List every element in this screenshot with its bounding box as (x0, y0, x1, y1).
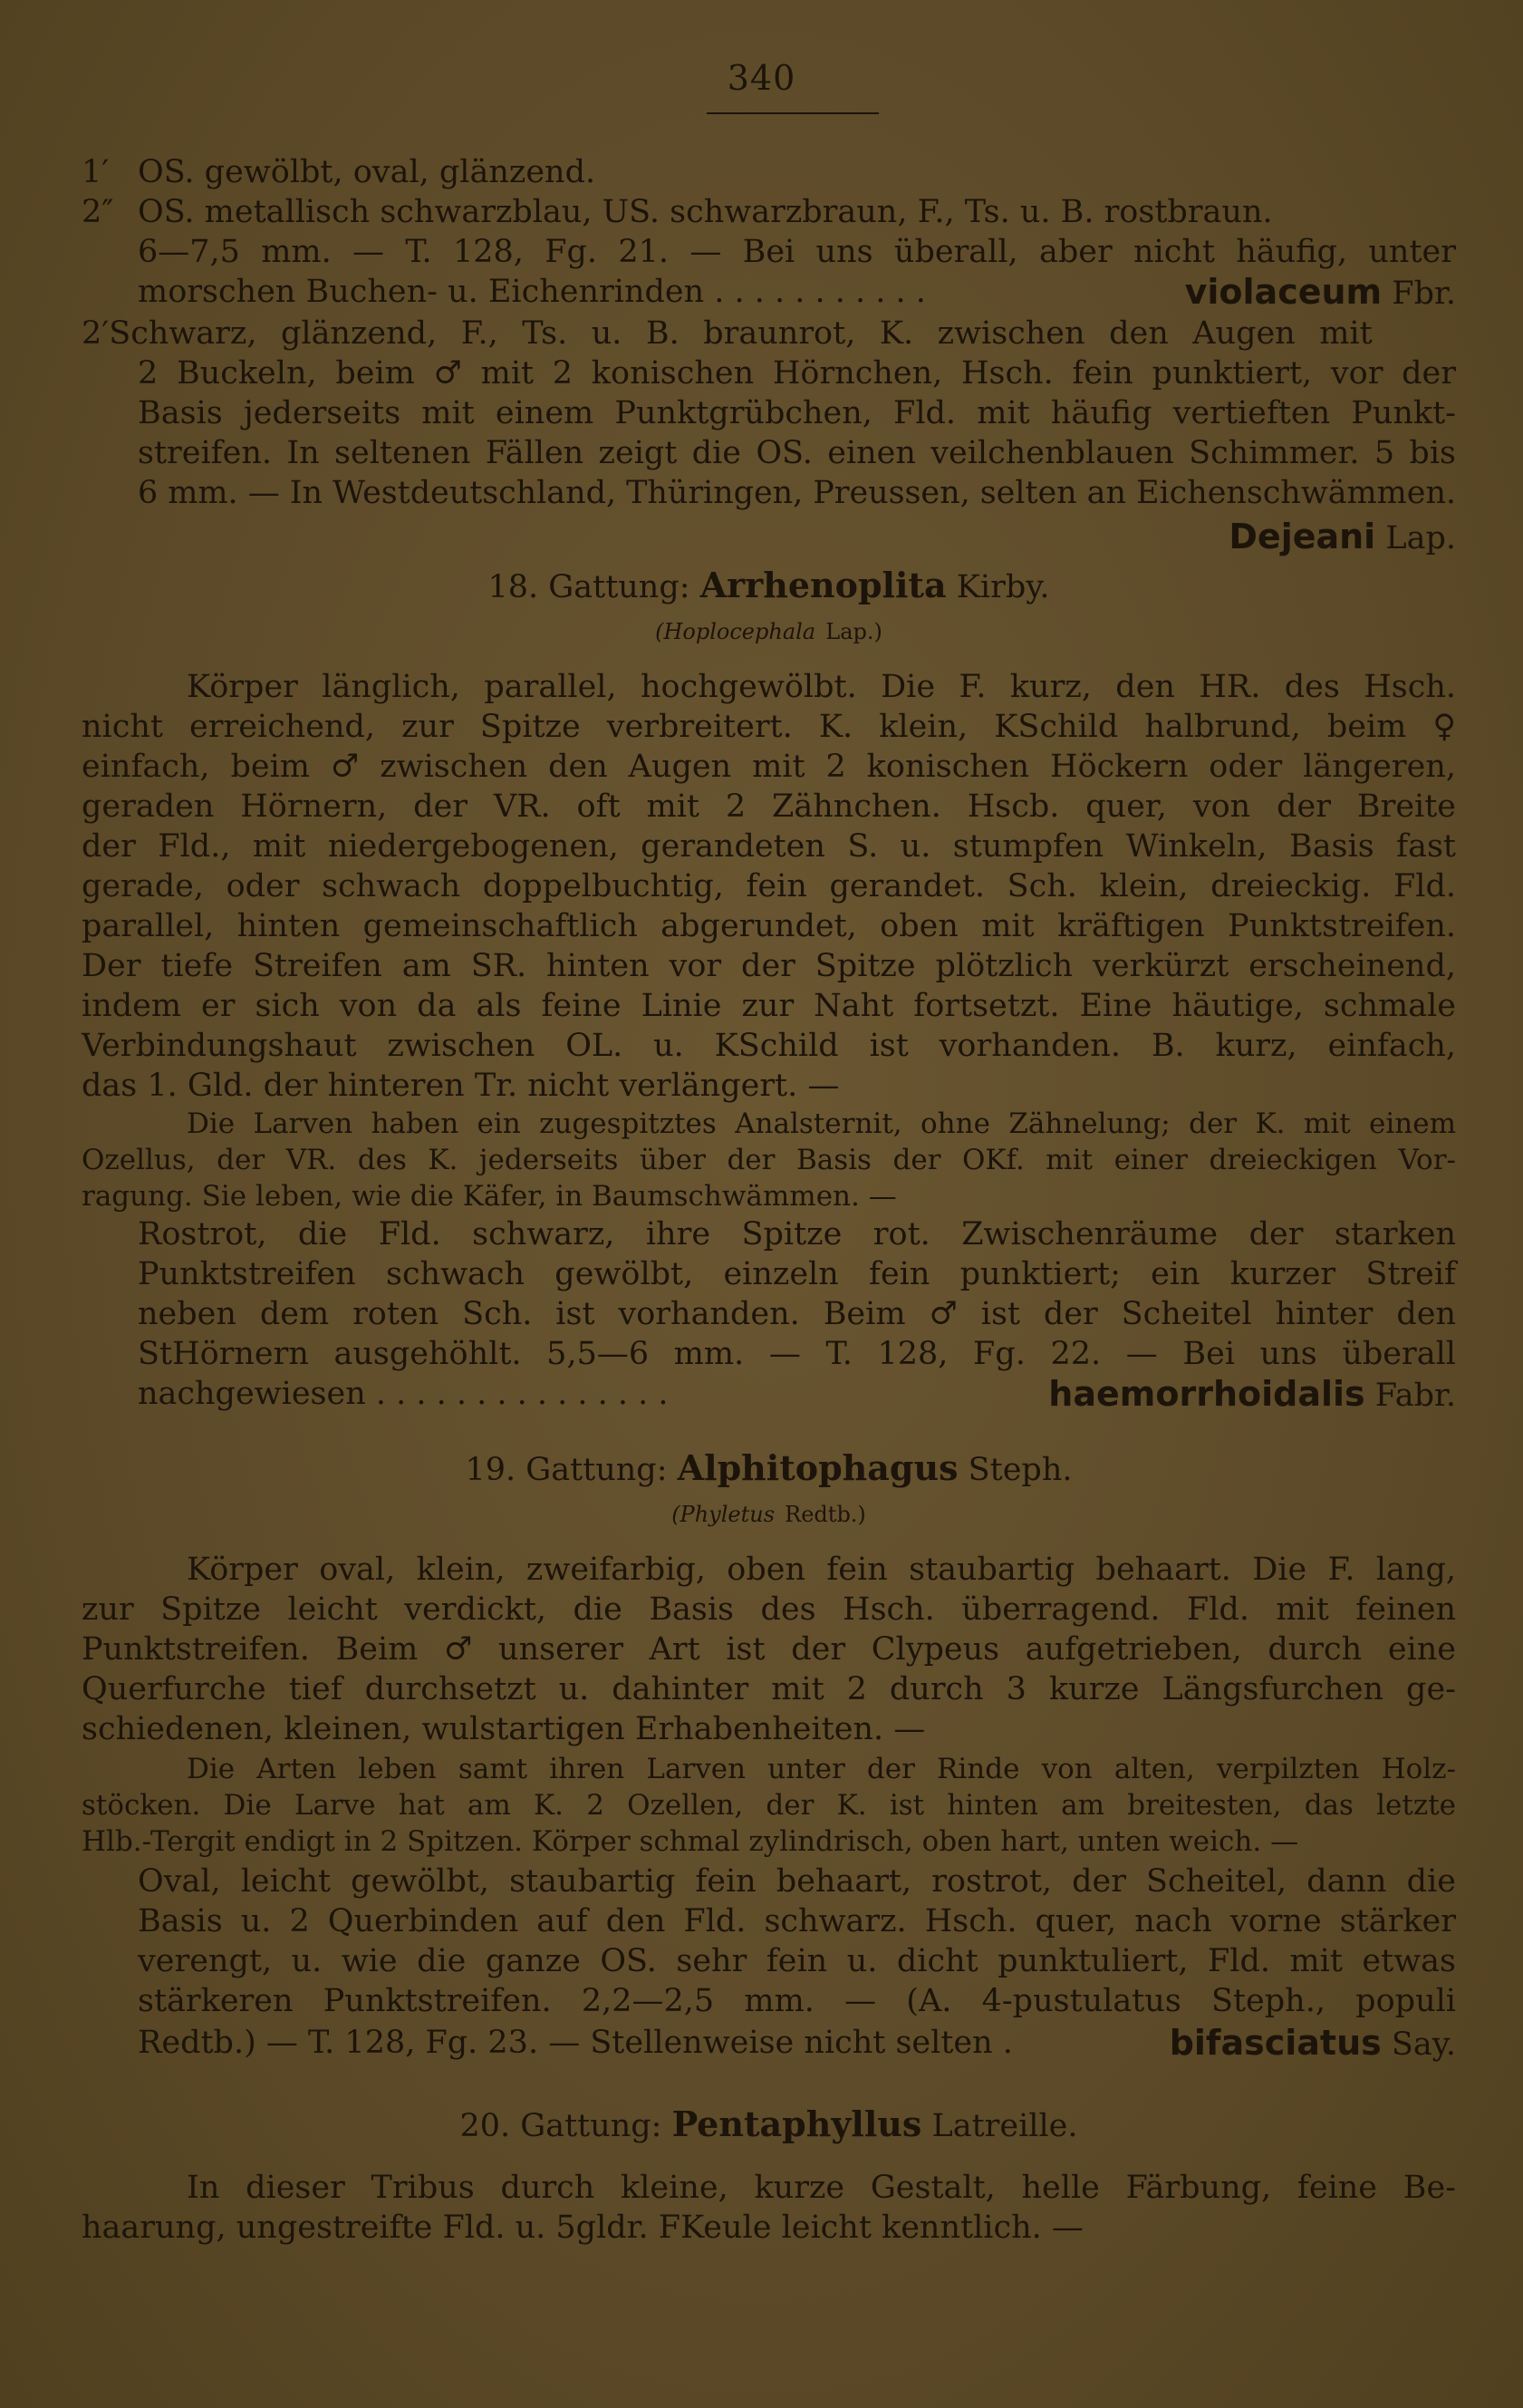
genus-18-larva-line: ragung. Sie leben, wie die Käfer, in Baumschwämmen. — (82, 1180, 897, 1213)
genus-19-species-last-line (138, 2023, 1456, 2063)
couplet-2b-line: 2 Buckeln, beim ♂ mit 2 konischen Hörnchen, Hsch. fein punktiert, vor der (138, 355, 1456, 392)
species-name: bifasciatus (1169, 2023, 1382, 2063)
genus-20-description-line: haarung, ungestreifte Fld. u. 5gldr. FKeule leicht kenntlich. — (82, 2210, 1084, 2246)
species-author: Fabr. (1374, 1378, 1456, 1414)
couplet-2b-line: Basis jederseits mit einem Punktgrübchen, Fld. mit häufig vertieften Punkt- (138, 395, 1456, 431)
genus-18-species-line: Rostrot, die Fld. schwarz, ihre Spitze rot. Zwischenräume der starken (138, 1216, 1456, 1252)
species-author: Fbr. (1392, 276, 1456, 312)
species-name: haemorrhoidalis (1048, 1374, 1365, 1414)
genus-19-description-line: Körper oval, klein, zweifarbig, oben fein staubartig behaart. Die F. lang, (187, 1552, 1456, 1588)
couplet-2a-last-line (138, 272, 1456, 312)
couplet-2b-line: streifen. In seltenen Fällen zeigt die OS. einen veilchenblauen Schimmer. 5 bis (138, 435, 1456, 471)
genus-18-description-line: parallel, hinten gemeinschaftlich abgerundet, oben mit kräftigen Punktstreifen. (82, 908, 1456, 944)
genus-number: 20. Gattung: (459, 2108, 662, 2144)
genus-name: Pentaphyllus (671, 2103, 922, 2144)
species-name: Dejeani (1229, 517, 1376, 556)
genus-19-description-line: schiedenen, kleinen, wulstartigen Erhabenheiten. — (82, 1711, 926, 1747)
genus-18-description-line: geraden Hörnern, der VR. oft mit 2 Zähnchen. Hscb. quer, von der Breite (82, 788, 1456, 825)
genus-18-description-line: gerade, oder schwach doppelbuchtig, fein gerandet. Sch. klein, dreieckig. Fld. (82, 868, 1456, 904)
couplet-2b-species-line (138, 517, 1456, 556)
locality-text: morschen Buchen- u. Eichenrinden . . . . . . . . . . . (138, 274, 926, 310)
couplet-text: OS. gewölbt, oval, glänzend. (138, 154, 596, 190)
couplet-2b-line: 6 mm. — In Westdeutschland, Thüringen, Preussen, selten an Eichenschwämmen. (138, 475, 1456, 511)
species-author: Say. (1391, 2026, 1456, 2063)
page-number-rule (707, 112, 879, 114)
genus-18-larva-line: Ozellus, der VR. des K. jederseits über der Basis der OKf. mit einer dreieckigen Vor- (82, 1144, 1456, 1176)
genus-19-species-line: Basis u. 2 Querbinden auf den Fld. schwarz. Hsch. quer, nach vorne stärker (138, 1903, 1456, 1939)
couplet-1 (82, 152, 1456, 192)
genus-19-synonym (82, 1492, 1456, 1532)
genus-19-description-line: zur Spitze leicht verdickt, die Basis des Hsch. überragend. Fld. mit feinen (82, 1591, 1456, 1628)
genus-18-species-last-line (138, 1374, 1456, 1414)
genus-18-description-line: der Fld., mit niedergebogenen, gerandeten S. u. stumpfen Winkeln, Basis fast (82, 828, 1456, 865)
genus-19-larva-line: stöcken. Die Larve hat am K. 2 Ozellen, der K. ist hinten am breitesten, das letzte (82, 1789, 1456, 1822)
genus-number: 19. Gattung: (465, 1452, 668, 1488)
genus-name: Alphitophagus (677, 1447, 959, 1488)
synonym-name: (Hoplocephala (655, 619, 816, 644)
couplet-text: OS. metallisch schwarzblau, US. schwarzbraun, F., Ts. u. B. rostbraun. (138, 194, 1273, 230)
genus-20-heading (82, 2104, 1456, 2144)
species-author: Lap. (1385, 520, 1456, 556)
genus-18-description-line: indem er sich von da als feine Linie zur Naht fortsetzt. Eine häutige, schmale (82, 988, 1456, 1024)
genus-author: Kirby. (956, 569, 1050, 605)
genus-18-description-line: Der tiefe Streifen am SR. hinten vor der Spitze plötzlich verkürzt erscheinend, (82, 948, 1456, 984)
genus-19-species-line: verengt, u. wie die ganze OS. sehr fein u. dicht punktuliert, Fld. mit etwas (138, 1943, 1456, 1979)
synonym-name: (Phyletus (671, 1502, 776, 1527)
couplet-2b-line: 2′Schwarz, glänzend, F., Ts. u. B. braunrot, K. zwischen den Augen mit (82, 315, 1373, 352)
genus-author: Latreille. (931, 2108, 1078, 2144)
genus-19-larva-line: Hlb.-Tergit endigt in 2 Spitzen. Körper schmal zylindrisch, oben hart, unten weich. — (82, 1825, 1299, 1858)
genus-19-heading (82, 1448, 1456, 1488)
couplet-number: 1′ (82, 154, 110, 190)
genus-author: Steph. (968, 1452, 1073, 1488)
genus-19-larva-line: Die Arten leben samt ihren Larven unter der Rinde von alten, verpilzten Holz- (187, 1753, 1456, 1785)
genus-19-species-line: Oval, leicht gewölbt, staubartig fein behaart, rostrot, der Scheitel, dann die (138, 1863, 1456, 1900)
genus-18-species-line: Punktstreifen schwach gewölbt, einzeln fein punktiert; ein kurzer Streif (138, 1256, 1456, 1292)
genus-19-species-line: stärkeren Punktstreifen. 2,2—2,5 mm. — (A. 4-pustulatus Steph., populi (138, 1983, 1456, 2019)
genus-19-description-line: Querfurche tief durchsetzt u. dahinter mit 2 durch 3 kurze Längsfurchen ge- (82, 1671, 1456, 1707)
genus-number: 18. Gattung: (487, 569, 690, 605)
genus-18-description-line: Körper länglich, parallel, hochgewölbt. Die F. kurz, den HR. des Hsch. (187, 669, 1456, 705)
synonym-author: Redtb.) (785, 1502, 866, 1527)
genus-18-description-line: einfach, beim ♂ zwischen den Augen mit 2 konischen Höckern oder längeren, (82, 749, 1456, 785)
genus-18-species-line: neben dem roten Sch. ist vorhanden. Beim ♂ ist der Scheitel hinter den (138, 1296, 1456, 1332)
genus-18-description-line: Verbindungshaut zwischen OL. u. KSchild ist vorhanden. B. kurz, einfach, (82, 1028, 1456, 1064)
locality-text: Redtb.) — T. 128, Fg. 23. — Stellenweise nicht selten . (138, 2025, 1013, 2061)
couplet-2a-line: 6—7,5 mm. — T. 128, Fg. 21. — Bei uns überall, aber nicht häufig, unter (138, 234, 1456, 270)
genus-19-description-line: Punktstreifen. Beim ♂ unserer Art ist der Clypeus aufgetrieben, durch eine (82, 1631, 1456, 1668)
genus-18-synonym (82, 609, 1456, 649)
genus-18-larva-line: Die Larven haben ein zugespitztes Analsternit, ohne Zähnelung; der K. mit einem (187, 1107, 1456, 1140)
genus-18-description-line: das 1. Gld. der hinteren Tr. nicht verlängert. — (82, 1068, 840, 1104)
page-number: 340 (727, 58, 796, 98)
species-name: violaceum (1184, 272, 1383, 312)
locality-text: nachgewiesen . . . . . . . . . . . . . . . (138, 1376, 669, 1412)
genus-18-species-line: StHörnern ausgehöhlt. 5,5—6 mm. — T. 128, Fg. 22. — Bei uns überall (138, 1336, 1456, 1372)
genus-18-description-line: nicht erreichend, zur Spitze verbreitert. K. klein, KSchild halbrund, beim ♀ (82, 709, 1456, 745)
genus-18-heading (82, 566, 1456, 605)
couplet-number: 2″ (82, 194, 114, 230)
synonym-author: Lap.) (825, 619, 882, 644)
genus-20-description-line: In dieser Tribus durch kleine, kurze Gestalt, helle Färbung, feine Be- (187, 2170, 1456, 2206)
genus-name: Arrhenoplita (699, 565, 947, 605)
couplet-2a-line (82, 192, 1456, 232)
